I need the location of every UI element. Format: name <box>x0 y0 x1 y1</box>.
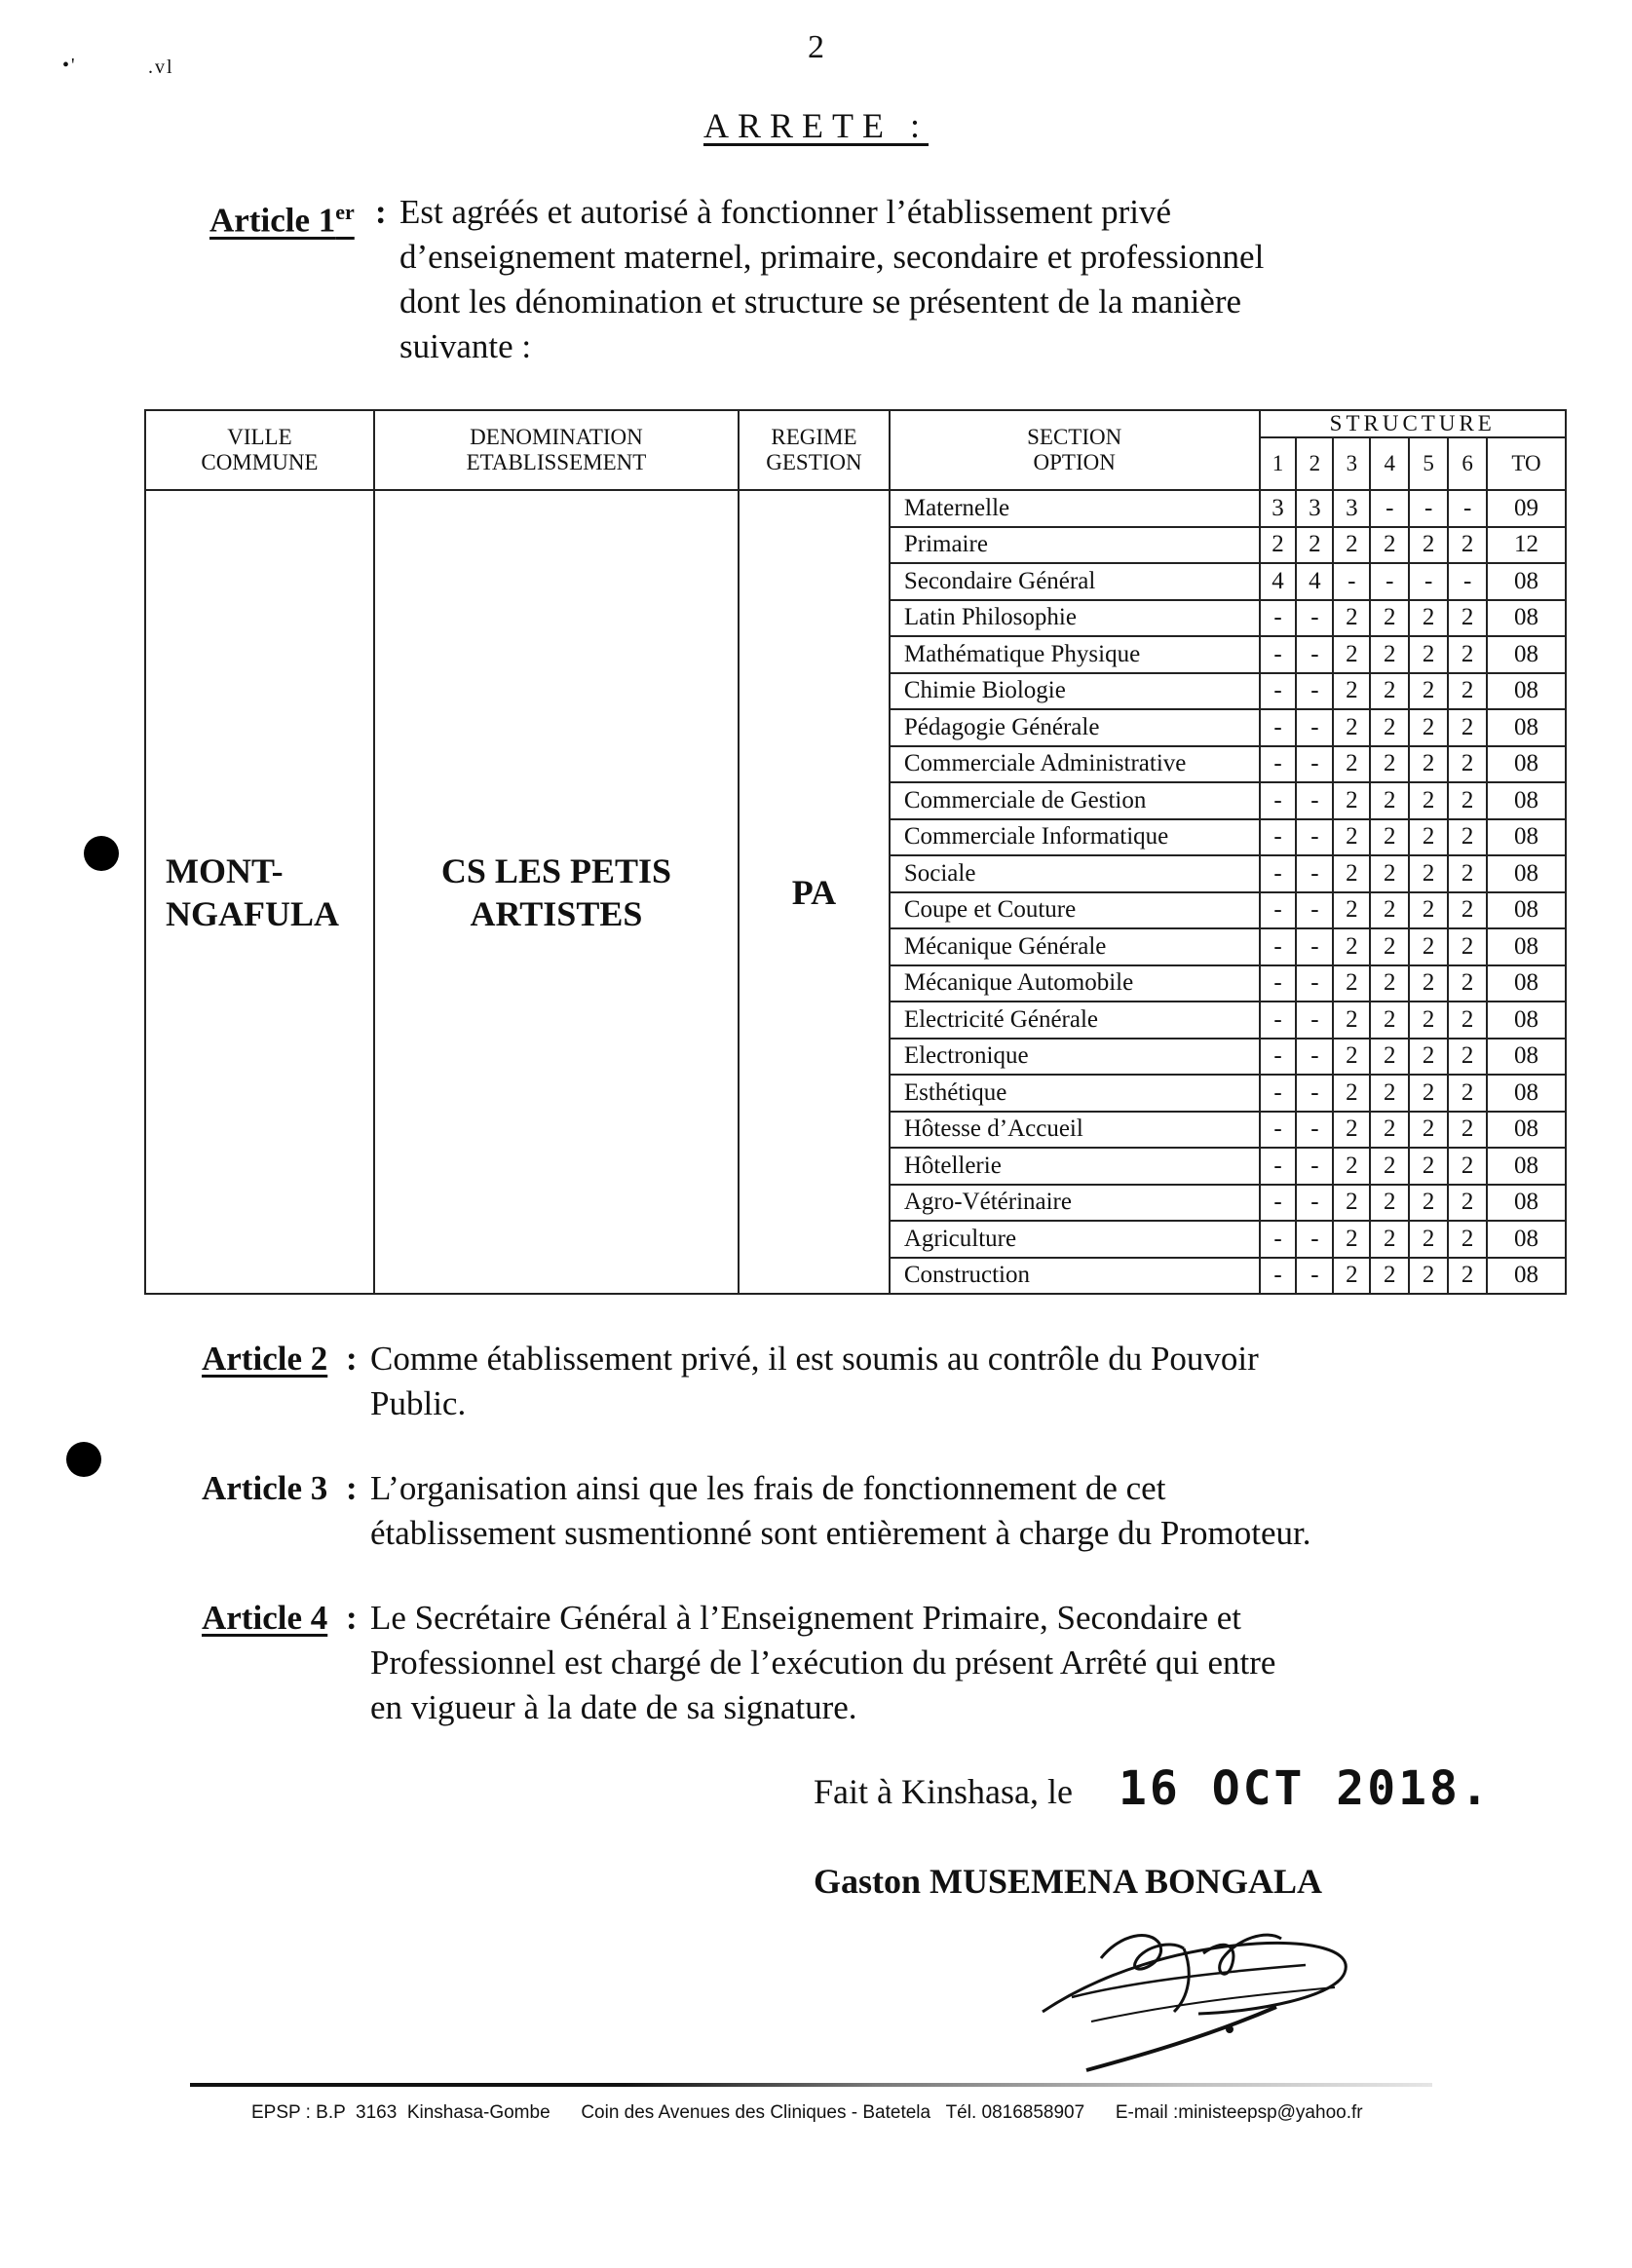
cell-value: 2 <box>1333 1185 1370 1222</box>
article-1-label-sup: er <box>335 200 355 224</box>
cell-value: 2 <box>1409 1075 1448 1112</box>
article-3 <box>202 1466 1498 1564</box>
cell-value: - <box>1296 965 1333 1002</box>
article-2-separator: : <box>346 1340 358 1378</box>
article-4-text: Le Secrétaire Général à l’Enseignement Primaire, Secondaire et Professionnel est chargé de l’exécution du présent Arrêté qui entre en vigueur à la date de sa signature. <box>370 1599 1276 1726</box>
article-1-separator: : <box>375 193 387 231</box>
cell-value: - <box>1260 819 1297 856</box>
cell-value: - <box>1260 892 1297 929</box>
cell-value: - <box>1296 636 1333 673</box>
cell-value: 2 <box>1448 965 1487 1002</box>
cell-total: 08 <box>1487 1002 1566 1039</box>
cell-value: - <box>1260 709 1297 746</box>
cell-value: - <box>1296 1221 1333 1258</box>
cell-value: - <box>1260 600 1297 637</box>
cell-total: 08 <box>1487 928 1566 965</box>
cell-option: Hôtesse d’Accueil <box>890 1112 1260 1149</box>
cell-option: Mathématique Physique <box>890 636 1260 673</box>
cell-value: 3 <box>1260 490 1297 527</box>
date-stamp: 16 OCT 2018. <box>1119 1761 1492 1816</box>
signature-image <box>1013 1905 1384 2080</box>
cell-option: Commerciale Informatique <box>890 819 1260 856</box>
cell-value: - <box>1260 1221 1297 1258</box>
cell-value: 2 <box>1333 1002 1370 1039</box>
cell-total: 08 <box>1487 1258 1566 1295</box>
article-2-text: Comme établissement privé, il est soumis au contrôle du Pouvoir Public. <box>370 1340 1259 1422</box>
cell-value: 2 <box>1409 1002 1448 1039</box>
cell-total: 08 <box>1487 819 1566 856</box>
cell-value: - <box>1296 1258 1333 1295</box>
cell-total: 08 <box>1487 673 1566 710</box>
cell-option: Coupe et Couture <box>890 892 1260 929</box>
cell-value: 2 <box>1370 782 1409 819</box>
cell-value: 2 <box>1333 855 1370 892</box>
cell-total: 08 <box>1487 636 1566 673</box>
cell-denomination: CS LES PETIS ARTISTES <box>374 490 739 1294</box>
header-col: 5 <box>1409 437 1448 490</box>
cell-value: 2 <box>1409 928 1448 965</box>
cell-total: 08 <box>1487 1148 1566 1185</box>
article-4-separator: : <box>346 1599 358 1637</box>
cell-value: 2 <box>1409 1258 1448 1295</box>
cell-value: 2 <box>1409 746 1448 783</box>
cell-value: 2 <box>1448 673 1487 710</box>
cell-value: 3 <box>1333 490 1370 527</box>
signer-name: Gaston MUSEMENA BONGALA <box>814 1862 1323 1901</box>
cell-total: 08 <box>1487 600 1566 637</box>
cell-value: 2 <box>1448 746 1487 783</box>
cell-option: Electricité Générale <box>890 1002 1260 1039</box>
cell-value: 2 <box>1448 1002 1487 1039</box>
cell-value: - <box>1370 490 1409 527</box>
header-col: 3 <box>1333 437 1370 490</box>
cell-option: Mécanique Générale <box>890 928 1260 965</box>
cell-value: - <box>1296 1039 1333 1076</box>
cell-value: 4 <box>1260 563 1297 600</box>
cell-total: 08 <box>1487 1221 1566 1258</box>
header-col: 2 <box>1296 437 1333 490</box>
cell-option: Pédagogie Générale <box>890 709 1260 746</box>
cell-total: 08 <box>1487 709 1566 746</box>
cell-value: - <box>1296 928 1333 965</box>
cell-value: 2 <box>1370 1258 1409 1295</box>
header-col-total: TO <box>1487 437 1566 490</box>
article-2-label: Article 2 <box>202 1340 328 1378</box>
cell-value: 2 <box>1370 855 1409 892</box>
cell-option: Commerciale de Gestion <box>890 782 1260 819</box>
cell-value: 2 <box>1448 855 1487 892</box>
cell-value: 2 <box>1370 1002 1409 1039</box>
article-4-label: Article 4 <box>202 1599 328 1637</box>
cell-value: 2 <box>1260 527 1297 564</box>
cell-value: - <box>1296 1075 1333 1112</box>
cell-value: - <box>1296 782 1333 819</box>
cell-value: 2 <box>1409 1039 1448 1076</box>
cell-value: 2 <box>1409 855 1448 892</box>
punch-hole <box>84 836 119 871</box>
cell-value: 2 <box>1333 673 1370 710</box>
punch-hole <box>66 1442 101 1477</box>
cell-value: 2 <box>1409 1112 1448 1149</box>
article-3-label: Article 3 <box>202 1469 328 1507</box>
cell-value: 2 <box>1409 782 1448 819</box>
cell-value: - <box>1260 1148 1297 1185</box>
cell-value: 2 <box>1409 1148 1448 1185</box>
cell-value: 2 <box>1409 1221 1448 1258</box>
cell-option: Primaire <box>890 527 1260 564</box>
cell-option: Agro-Vétérinaire <box>890 1185 1260 1222</box>
margin-mark: •' <box>62 55 77 76</box>
decree-title-text: ARRETE : <box>703 106 929 145</box>
cell-value: 2 <box>1448 782 1487 819</box>
cell-option: Hôtellerie <box>890 1148 1260 1185</box>
cell-value: 2 <box>1370 1112 1409 1149</box>
cell-total: 12 <box>1487 527 1566 564</box>
cell-value: 2 <box>1370 527 1409 564</box>
cell-value: - <box>1296 855 1333 892</box>
cell-value: - <box>1260 746 1297 783</box>
article-1-text: Est agréés et autorisé à fonctionner l’établissement privé d’enseignement maternel, primaire, secondaire et professionnel dont les dénomination et structure se présentent de la manière suivante : <box>399 193 1265 365</box>
cell-value: 2 <box>1370 709 1409 746</box>
cell-value: 2 <box>1448 819 1487 856</box>
cell-option: Latin Philosophie <box>890 600 1260 637</box>
cell-value: 2 <box>1448 1221 1487 1258</box>
cell-total: 08 <box>1487 1039 1566 1076</box>
cell-value: 2 <box>1448 928 1487 965</box>
header-regime: REGIME GESTION <box>739 410 890 490</box>
cell-option: Agriculture <box>890 1221 1260 1258</box>
article-4 <box>202 1596 1498 1742</box>
cell-value: 2 <box>1370 636 1409 673</box>
cell-value: 2 <box>1409 892 1448 929</box>
cell-value: - <box>1260 965 1297 1002</box>
cell-total: 09 <box>1487 490 1566 527</box>
cell-value: 2 <box>1333 1039 1370 1076</box>
cell-value: - <box>1296 673 1333 710</box>
cell-option: Electronique <box>890 1039 1260 1076</box>
decree-title <box>0 105 1632 146</box>
structure-table-body <box>145 490 1566 1294</box>
cell-total: 08 <box>1487 892 1566 929</box>
cell-value: 2 <box>1448 1148 1487 1185</box>
cell-total: 08 <box>1487 1112 1566 1149</box>
cell-value: 2 <box>1448 1258 1487 1295</box>
cell-value: - <box>1260 782 1297 819</box>
cell-value: 2 <box>1370 1185 1409 1222</box>
cell-total: 08 <box>1487 1075 1566 1112</box>
header-section: SECTION OPTION <box>890 410 1260 490</box>
cell-value: 2 <box>1333 709 1370 746</box>
cell-value: 2 <box>1370 892 1409 929</box>
cell-value: 2 <box>1370 1039 1409 1076</box>
cell-value: 2 <box>1333 1075 1370 1112</box>
cell-value: 2 <box>1448 1075 1487 1112</box>
cell-value: - <box>1333 563 1370 600</box>
cell-value: 2 <box>1409 600 1448 637</box>
cell-value: - <box>1260 1075 1297 1112</box>
header-col: 1 <box>1260 437 1297 490</box>
place-line: Fait à Kinshasa, le <box>814 1772 1073 1811</box>
cell-value: 2 <box>1370 1075 1409 1112</box>
page-number: 2 <box>808 29 824 65</box>
cell-value: 2 <box>1409 1185 1448 1222</box>
cell-value: - <box>1296 1112 1333 1149</box>
cell-value: 2 <box>1333 1221 1370 1258</box>
cell-value: 4 <box>1296 563 1333 600</box>
cell-option: Commerciale Administrative <box>890 746 1260 783</box>
cell-value: - <box>1296 709 1333 746</box>
cell-value: 2 <box>1409 673 1448 710</box>
cell-value: - <box>1260 1002 1297 1039</box>
cell-option: Esthétique <box>890 1075 1260 1112</box>
cell-value: - <box>1296 1185 1333 1222</box>
cell-value: 3 <box>1296 490 1333 527</box>
cell-value: 2 <box>1448 636 1487 673</box>
cell-value: 2 <box>1448 1185 1487 1222</box>
cell-option: Maternelle <box>890 490 1260 527</box>
cell-value: 2 <box>1370 746 1409 783</box>
cell-total: 08 <box>1487 746 1566 783</box>
cell-value: 2 <box>1409 709 1448 746</box>
cell-value: - <box>1370 563 1409 600</box>
cell-value: 2 <box>1370 673 1409 710</box>
header-col: 6 <box>1448 437 1487 490</box>
cell-value: - <box>1260 1112 1297 1149</box>
cell-value: 2 <box>1333 928 1370 965</box>
header-ville: VILLE COMMUNE <box>145 410 374 490</box>
cell-value: - <box>1409 563 1448 600</box>
cell-value: 2 <box>1333 527 1370 564</box>
cell-value: 2 <box>1333 892 1370 929</box>
cell-value: 2 <box>1448 1112 1487 1149</box>
cell-value: 2 <box>1370 965 1409 1002</box>
article-1-label-text: Article 1 <box>209 201 336 240</box>
cell-value: 2 <box>1333 782 1370 819</box>
cell-value: 2 <box>1370 928 1409 965</box>
margin-mark: .vl <box>148 57 174 78</box>
cell-value: 2 <box>1333 965 1370 1002</box>
cell-value: 2 <box>1370 819 1409 856</box>
cell-value: 2 <box>1296 527 1333 564</box>
article-1-label <box>209 190 355 244</box>
header-col: 4 <box>1370 437 1409 490</box>
cell-total: 08 <box>1487 563 1566 600</box>
cell-value: 2 <box>1333 600 1370 637</box>
structure-table <box>144 409 1567 1295</box>
cell-value: 2 <box>1448 709 1487 746</box>
cell-value: - <box>1260 673 1297 710</box>
cell-option: Construction <box>890 1258 1260 1295</box>
cell-option: Secondaire Général <box>890 563 1260 600</box>
cell-value: - <box>1260 1039 1297 1076</box>
cell-value: - <box>1296 819 1333 856</box>
cell-value: 2 <box>1333 1112 1370 1149</box>
footer-address: EPSP : B.P 3163 Kinshasa-Gombe Coin des Avenues des Cliniques - Batetela Tél. 0816858907 E-mail :ministeepsp@yahoo.fr <box>251 2102 1363 2123</box>
header-denomination: DENOMINATION ETABLISSEMENT <box>374 410 739 490</box>
cell-value: - <box>1296 1148 1333 1185</box>
cell-value: - <box>1296 1002 1333 1039</box>
cell-value: - <box>1260 928 1297 965</box>
table-row <box>145 490 1566 527</box>
footer-rule <box>190 2083 1432 2087</box>
article-3-separator: : <box>346 1469 358 1507</box>
cell-value: 2 <box>1370 1221 1409 1258</box>
header-structure: STRUCTURE <box>1260 410 1566 437</box>
cell-value: - <box>1409 490 1448 527</box>
cell-value: 2 <box>1370 1148 1409 1185</box>
cell-value: - <box>1296 892 1333 929</box>
cell-total: 08 <box>1487 855 1566 892</box>
cell-value: - <box>1260 1258 1297 1295</box>
cell-option: Sociale <box>890 855 1260 892</box>
cell-total: 08 <box>1487 965 1566 1002</box>
cell-value: 2 <box>1448 527 1487 564</box>
cell-regime: PA <box>739 490 890 1294</box>
cell-value: - <box>1448 563 1487 600</box>
article-2 <box>202 1337 1498 1434</box>
article-1 <box>209 190 1476 375</box>
cell-value: 2 <box>1448 892 1487 929</box>
cell-value: 2 <box>1370 600 1409 637</box>
cell-value: - <box>1260 1185 1297 1222</box>
cell-value: 2 <box>1333 819 1370 856</box>
cell-option: Chimie Biologie <box>890 673 1260 710</box>
cell-value: - <box>1448 490 1487 527</box>
cell-value: 2 <box>1409 636 1448 673</box>
cell-value: 2 <box>1333 746 1370 783</box>
cell-value: 2 <box>1448 600 1487 637</box>
cell-value: - <box>1260 855 1297 892</box>
cell-ville: MONT- NGAFULA <box>145 490 374 1294</box>
article-3-text: L’organisation ainsi que les frais de fonctionnement de cet établissement susmentionné sont entièrement à charge du Promoteur. <box>370 1469 1311 1552</box>
cell-total: 08 <box>1487 782 1566 819</box>
cell-value: 2 <box>1448 1039 1487 1076</box>
cell-value: 2 <box>1333 1148 1370 1185</box>
cell-value: 2 <box>1409 965 1448 1002</box>
cell-value: 2 <box>1409 819 1448 856</box>
cell-value: 2 <box>1333 636 1370 673</box>
cell-value: - <box>1296 600 1333 637</box>
cell-value: - <box>1296 746 1333 783</box>
cell-value: 2 <box>1409 527 1448 564</box>
cell-value: 2 <box>1333 1258 1370 1295</box>
cell-value: - <box>1260 636 1297 673</box>
cell-option: Mécanique Automobile <box>890 965 1260 1002</box>
cell-total: 08 <box>1487 1185 1566 1222</box>
